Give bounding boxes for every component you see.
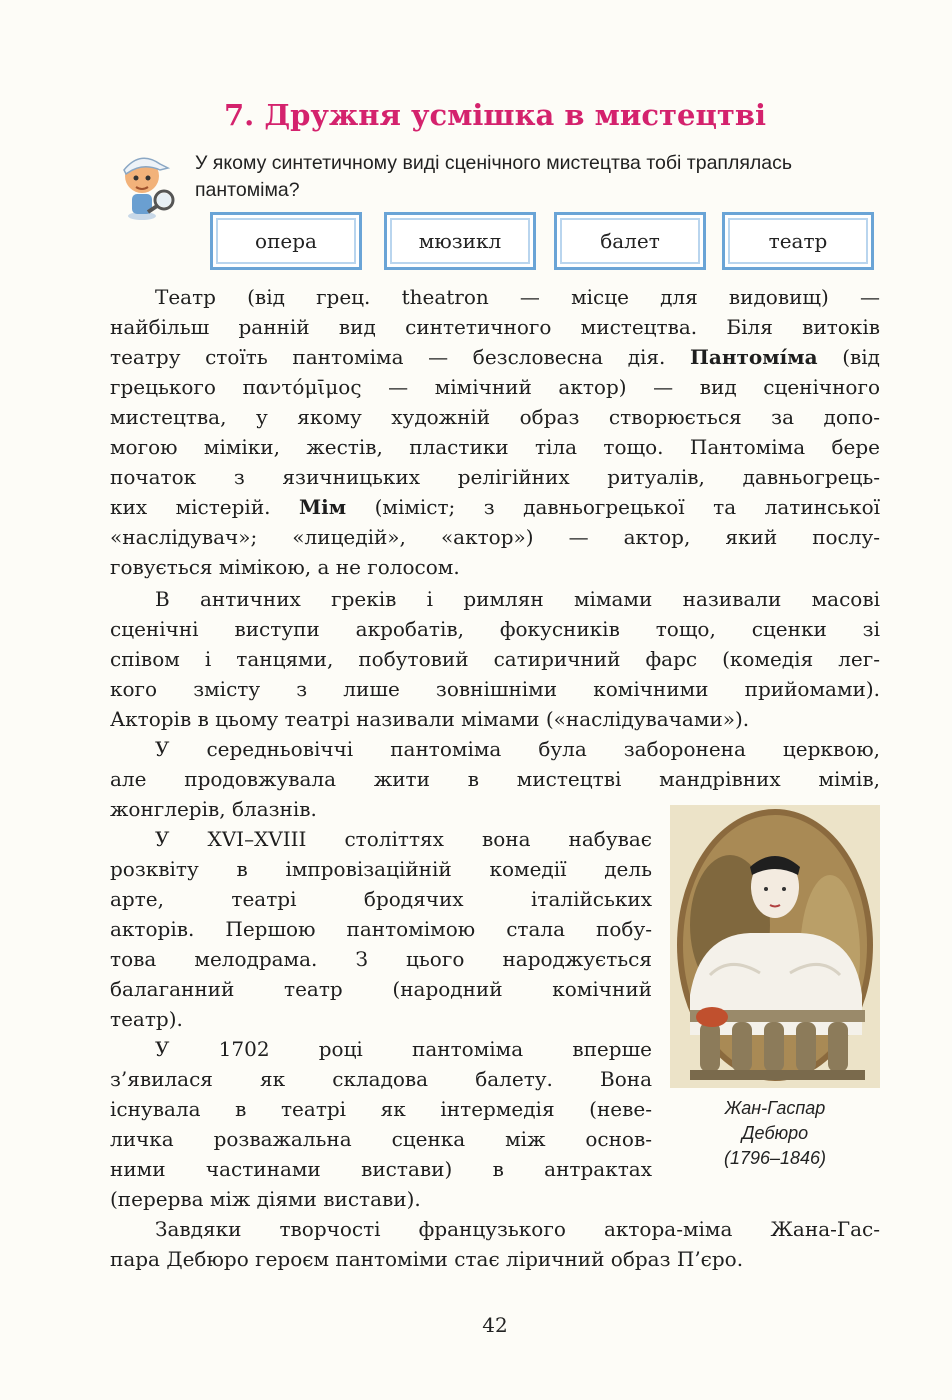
text-line: сценічні виступи акробатів, фокусників тощо, сценки зі [110,617,880,641]
text-line: театр). [110,1007,183,1031]
portrait-caption [670,1096,880,1171]
caption-name: Жан-Гаспар [724,1098,826,1118]
pierrot-portrait [670,805,880,1088]
text-line: але продовжувала жити в мистецтві мандрівних мімів, [110,767,880,791]
paragraph-theatre-definition [110,282,880,582]
text-line: У 1702 році пантоміма вперше [155,1037,652,1061]
genre-options [210,212,885,272]
genre-box-musical: мюзикл [384,212,536,270]
text-run: театру стоїть пантоміма — безсловесна дія. [110,345,691,369]
text-line: У XVI–XVIII століттях вона набуває [155,827,652,851]
genre-box-theatre: театр [722,212,874,270]
term-pantomime: Пантомі́ма [690,345,818,369]
text-line: Театр (від грец. theatron — місце для видовищ) — [155,285,880,309]
text-line [110,342,880,372]
page-title: 7. Дружня усмішка в мистецтві [223,98,767,132]
text-line: співом і танцями, побутовий сатиричний фарс (комедія лег- [110,647,880,671]
text-line: з’явилася як складова балету. Вона [110,1067,652,1091]
text-run: ких містерій. [110,495,299,519]
text-line: існувала в театрі як інтермедія (неве- [110,1097,652,1121]
text-line: розквіту в імпровізаційній комедії дель [110,857,652,881]
text-line: У середньовіччі пантоміма була заборонена церквою, [155,737,880,761]
text-line: балаганний театр (народний комічний [110,977,652,1001]
text-run: (від [817,345,880,369]
text-line: ними частинами вистави) в антрактах [110,1157,652,1181]
genre-box-opera: опера [210,212,362,270]
caption-years: (1796–1846) [723,1148,827,1168]
text-line: мистецтва, у якому художній образ створюється за допо- [110,405,880,429]
paragraph-deburau [110,1214,880,1274]
text-line: това мелодрама. З цього народжується [110,947,652,971]
text-line: Акторів в цьому театрі називали мімами («наслідувачами»). [110,707,750,731]
question-text: У якому синтетичному виді сценічного мистецтва тобі траплялась пантоміма? [195,152,793,201]
text-line: грецького παντόμῑμος — мімічний актор) — вид сценічного [110,375,880,399]
text-line: початок з язичницьких релігійних ритуалів, давньогрець- [110,465,880,489]
text-line: «наслідувач»; «лицедій», «актор») — актор, який послу- [110,525,880,549]
text-line: говується мімікою, а не голосом. [110,555,460,579]
text-line [110,492,880,522]
text-line: личка розважальна сценка між основ- [110,1127,652,1151]
text-line: Завдяки творчості французького актора-міма Жана-Гас- [155,1217,880,1241]
text-line: арте, театрі бродячих італійських [110,887,652,911]
paragraph-antiquity [110,584,880,734]
genre-box-ballet: балет [554,212,706,270]
boy-with-magnifier-icon [112,142,182,222]
text-line: могою міміки, жестів, пластики тіла тощо. Пантоміма бере [110,435,880,459]
text-line: найбільш ранній вид синтетичного мистецтва. Біля витоків [110,315,880,339]
paragraph-16-18-century [110,824,652,1034]
caption-surname: Дебюро [741,1123,809,1143]
term-mime: Мім [299,495,347,519]
text-line: кого змісту з лише зовнішніми комічними прийомами). [110,677,880,701]
text-line: В античних греків і римлян мімами називали масові [155,587,880,611]
text-line: акторів. Першою пантомімою стала побу- [110,917,652,941]
text-line: пара Дебюро героєм пантоміми стає ліричний образ П’єро. [110,1247,744,1271]
page-number: 42 [482,1313,508,1337]
text-line: (перерва між діями вистави). [110,1187,421,1211]
paragraph-1702 [110,1034,652,1214]
text-run: (міміст; з давньогрецької та латинської [346,495,881,519]
text-line: жонглерів, блазнів. [110,797,317,821]
